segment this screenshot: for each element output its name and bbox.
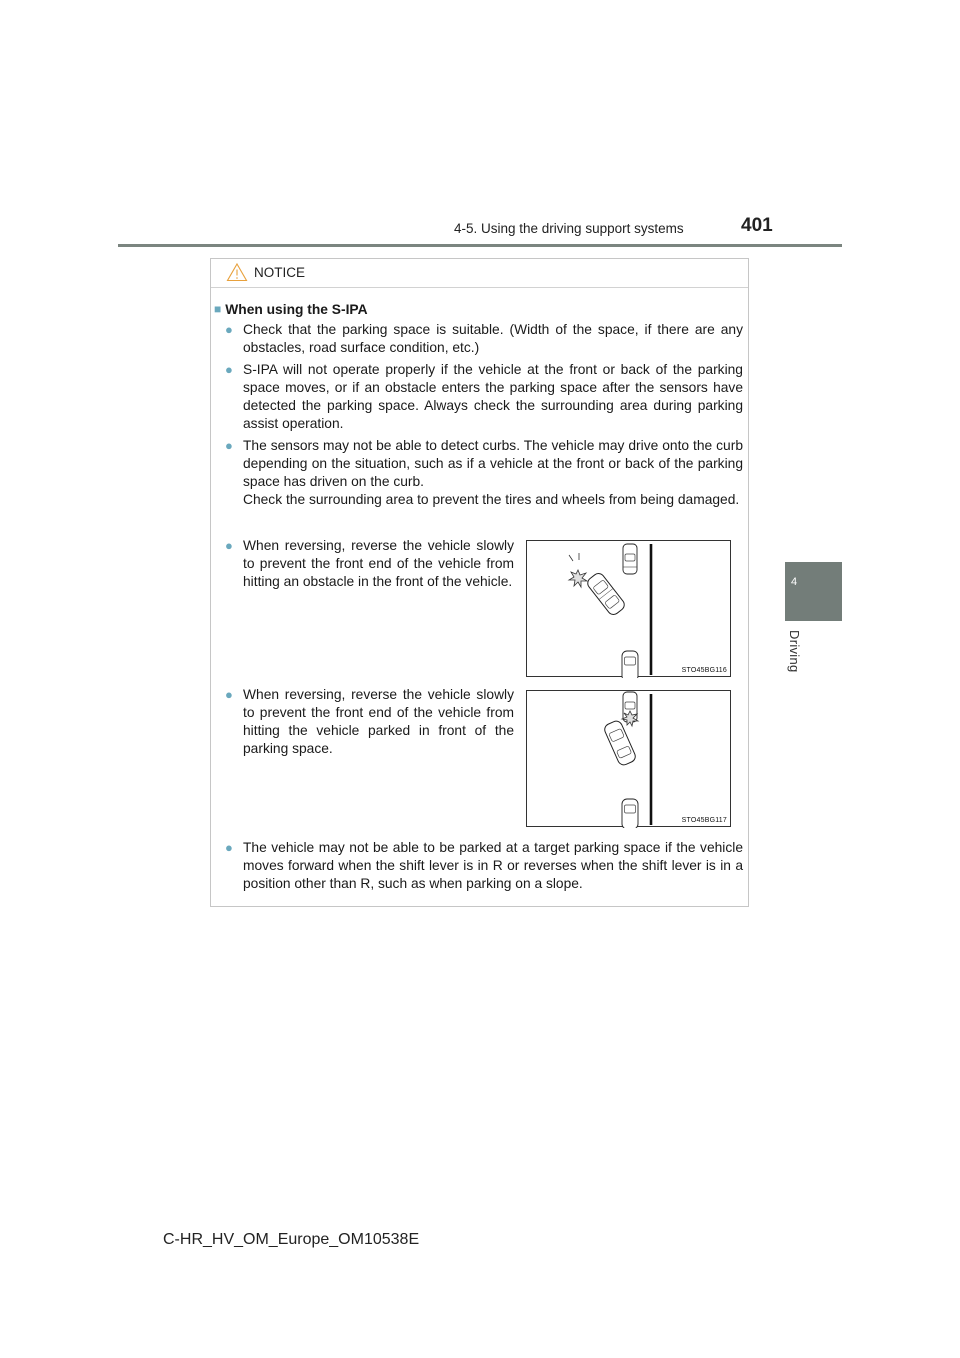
impact-burst-icon xyxy=(569,570,587,587)
chapter-tab-label: Driving xyxy=(787,630,802,673)
parking-diagram-2 xyxy=(527,691,732,828)
parked-car-icon xyxy=(622,651,638,678)
running-header-section: 4-5. Using the driving support systems xyxy=(454,221,684,236)
list-item xyxy=(225,361,743,433)
illustration-reversing-parked-vehicle xyxy=(526,690,731,827)
circle-bullet-icon: ● xyxy=(225,840,233,855)
warning-triangle-icon xyxy=(226,262,248,282)
header-rule xyxy=(118,244,842,247)
square-bullet-icon: ■ xyxy=(214,302,222,316)
list-item-text: S-IPA will not operate properly if the vehicle at the front or back of the parking space moves, or if an obstacle enters the parking space after the sensors have detected the parking space. Always check the surrounding area during parking assist operation. xyxy=(243,362,743,431)
illustration-reversing-obstacle xyxy=(526,540,731,677)
parked-car-icon xyxy=(623,544,637,574)
list-item xyxy=(225,686,514,758)
chapter-tab-number: 4 xyxy=(790,576,798,588)
list-item-text: When reversing, reverse the vehicle slowly to prevent the front end of the vehicle from hitting an obstacle in the front of the vehicle. xyxy=(243,538,514,589)
circle-bullet-icon: ● xyxy=(225,438,233,453)
list-item-text: When reversing, reverse the vehicle slowly to prevent the front end of the vehicle from hitting the vehicle parked in front of the parking space. xyxy=(243,687,514,756)
circle-bullet-icon: ● xyxy=(225,538,233,553)
circle-bullet-icon: ● xyxy=(225,687,233,702)
list-item-continuation: Check the surrounding area to prevent the tires and wheels from being damaged. xyxy=(243,492,740,507)
page-number: 401 xyxy=(741,215,773,236)
list-item xyxy=(225,321,743,357)
figure-code: STO45BG117 xyxy=(681,817,727,824)
parked-car-icon xyxy=(622,799,638,828)
manual-id-footer: C-HR_HV_OM_Europe_OM10538E xyxy=(163,1231,420,1248)
list-item-text: The sensors may not be able to detect curbs. The vehicle may drive onto the curb depending on the situation, such as if a vehicle at the front or back of the parking space has driven on the curb. xyxy=(243,438,743,489)
figure-code: STO45BG116 xyxy=(681,667,727,674)
list-item xyxy=(225,839,743,893)
list-item-text: Check that the parking space is suitable. (Width of the space, if there are any obstacles, road surface condition, etc.) xyxy=(243,322,743,355)
list-item-text: The vehicle may not be able to be parked at a target parking space if the vehicle moves forward when the shift lever is in R or reverses when the shift lever is in a position other than R, such as when parking on a slope. xyxy=(243,840,743,891)
parking-diagram-1 xyxy=(527,541,732,678)
notice-title: NOTICE xyxy=(254,265,306,280)
reversing-car-icon xyxy=(585,571,626,617)
section-heading xyxy=(214,302,368,317)
chapter-tab xyxy=(785,562,842,621)
list-item xyxy=(225,437,743,509)
circle-bullet-icon: ● xyxy=(225,362,233,377)
notice-header xyxy=(211,259,748,288)
list-item xyxy=(225,537,514,591)
section-heading-text: When using the S-IPA xyxy=(225,302,368,317)
notice-box xyxy=(210,258,749,907)
circle-bullet-icon: ● xyxy=(225,322,233,337)
